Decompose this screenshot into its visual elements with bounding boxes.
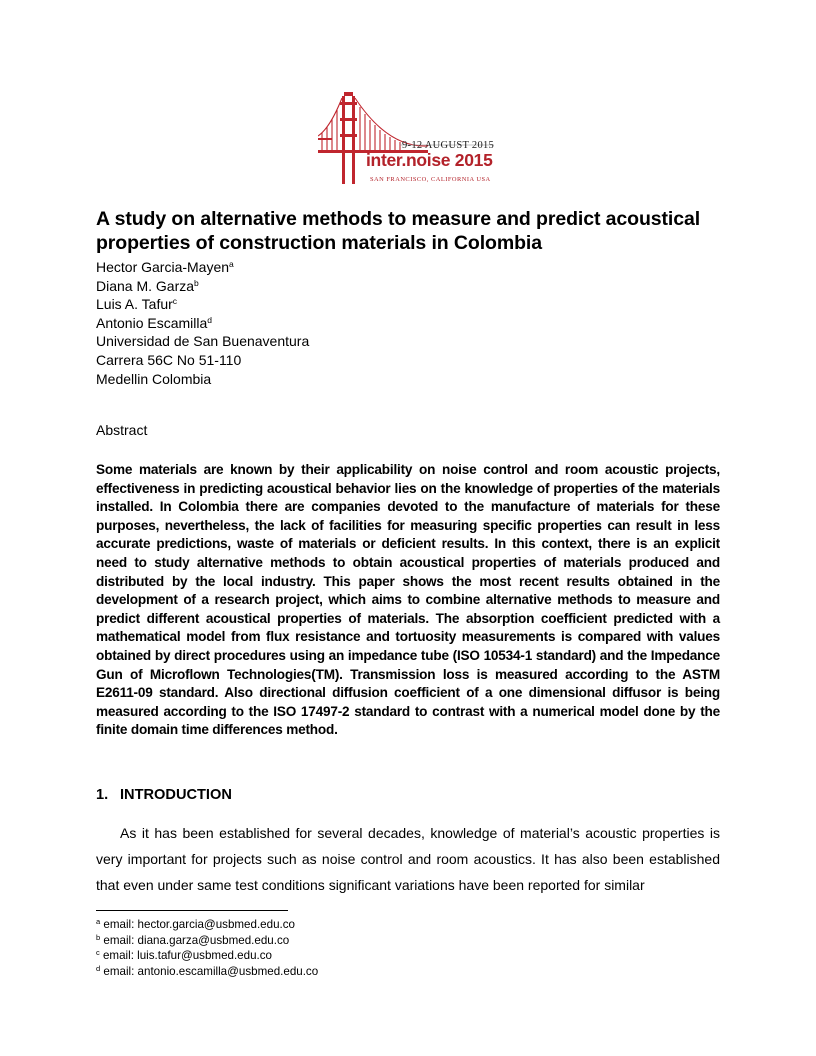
- footnotes: [96, 917, 318, 980]
- author-name: Antonio Escamilla$^d$: [96, 314, 213, 331]
- author-name: Hector Garcia-Mayen$^a$: [96, 259, 234, 275]
- footnote: $^c$ email: luis.tafur@usbmed.edu.co: [96, 948, 272, 963]
- introduction-paragraph: As it has been established for several decades, knowledge of material’s acoustic properties is very important for projects such as noise control and room acoustics. It has also been established that even under same test conditions significant variations have been reported for similar: [96, 825, 720, 893]
- footnote-divider: [96, 910, 288, 911]
- author-name: Luis A. Tafur$^c$: [96, 296, 178, 313]
- conference-brand: inter.noise 2015: [366, 150, 493, 170]
- affiliation-city: Medellin Colombia: [96, 370, 212, 387]
- footnote: $^b$ email: diana.garza@usbmed.edu.co: [96, 932, 290, 947]
- footnote: $^a$ email: hector.garcia@usbmed.edu.co: [96, 917, 295, 931]
- section-heading: [96, 787, 232, 803]
- conference-dates: 9-12 AUGUST 2015: [402, 140, 495, 151]
- section-number: 1.: [96, 787, 109, 803]
- conference-location: SAN FRANCISCO, CALIFORNIA USA: [370, 176, 491, 183]
- conference-logo: [318, 92, 508, 188]
- paper-title: A study on alternative methods to measure and predict acoustical properties of construction materials in Colombia: [96, 208, 701, 254]
- author-name: Diana M. Garza$^b$: [96, 277, 199, 294]
- affiliation-institution: Universidad de San Buenaventura: [96, 333, 310, 350]
- footnote: $^d$ email: antonio.escamilla@usbmed.edu.co: [96, 964, 319, 979]
- section-title: INTRODUCTION: [120, 787, 232, 803]
- abstract-heading: Abstract: [96, 422, 148, 438]
- affiliation-street: Carrera 56C No 51-110: [96, 351, 242, 368]
- abstract-body: Some materials are known by their applicability on noise control and room acoustic projects, effectiveness in predicting acoustical behavior lies on the knowledge of properties of the materials installed. In Colombia there are companies devoted to the manufacture of materials for these purposes, nevertheless, the lack of facilities for measuring specific properties can result in less accurate predictions, waste of materials or deficient results. In this context, there is an explicit need to study alternative methods to obtain acoustical properties of materials produced and distributed by the local industry. This paper shows the most recent results obtained in the development of a research project, which aims to combine alternative methods to measure and predict different acoustical properties of materials. The absorption coefficient predicted with a mathematical model from flux resistance and tortuosity measurements is compared with values obtained by direct procedures using an impedance tube (ISO 10534-1 standard) and the Impedance Gun of Microflown Technologies(TM). Transmission loss is measured according to the ASTM E2611-09 standard. Also directional diffusion coefficient of a one dimensional diffusor is being measured according to the ISO 17497-2 standard to contrast with a numerical model done by the finite domain time differences method.: [96, 462, 720, 738]
- author-block: [96, 258, 309, 388]
